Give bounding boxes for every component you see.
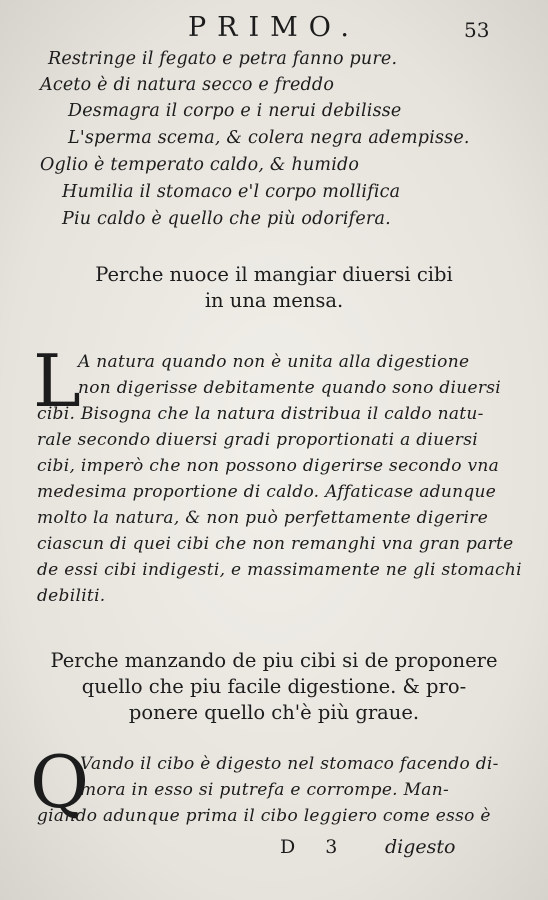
verse-line: L'sperma scema, & colera negra adempisse. [68, 128, 470, 148]
drop-capital: Q [30, 740, 90, 824]
signature-mark: D 3 [280, 836, 350, 858]
verse-line: Restringe il fegato e petra fanno pure. [48, 49, 398, 69]
heading-line: quello che piu facile digestione. & pro- [81, 675, 467, 698]
page-footer [0, 836, 548, 870]
page-number: 53 [464, 18, 490, 42]
heading-line: in una mensa. [204, 289, 344, 312]
text-line: de essi cibi indigesti, e massimamente ne gli stomachi [37, 560, 522, 580]
heading-line: Perche nuoce il mangiar diuersi cibi [95, 263, 453, 286]
page-header [0, 10, 548, 44]
text-line: rale secondo diuersi gradi proportionati a diuersi [37, 430, 478, 450]
heading-line: ponere quello ch'è più graue. [128, 701, 420, 724]
verse-line: Oglio è temperato caldo, & humido [40, 155, 360, 175]
running-title: PRIMO. [188, 12, 360, 43]
text-line: molto la natura, & non può perfettamente digerire [37, 508, 489, 528]
verse-line: Humilia il stomaco e'l corpo mollifica [62, 182, 401, 202]
section-heading [0, 262, 548, 314]
verse-line: Aceto è di natura secco e freddo [40, 75, 335, 95]
heading-line: Perche manzando de piu cibi si de proponere [50, 649, 498, 672]
catchword: digesto [385, 836, 456, 858]
verse-line: Desmagra il corpo e i nerui debilisse [68, 101, 402, 121]
verse-line: Piu caldo è quello che più odorifera. [62, 209, 391, 229]
text-line: cibi, imperò che non possono digerirse secondo vna [37, 456, 500, 476]
drop-capital: L [33, 339, 81, 423]
text-line: ciascun di quei cibi che non remanghi vna gran parte [37, 534, 514, 554]
text-line: non digerisse debitamente quando sono diuersi [78, 378, 502, 398]
text-line: giando adunque prima il cibo leggiero come esso è [37, 806, 491, 826]
text-line: cibi. Bisogna che la natura distribua il caldo natu- [37, 404, 484, 424]
text-line: mora in esso si putrefa e corrompe. Man- [80, 780, 450, 800]
text-line: Vando il cibo è digesto nel stomaco facendo di- [80, 754, 499, 774]
text-line: medesima proportione di caldo. Affaticase adunque [37, 482, 497, 502]
text-line: A natura quando non è unita alla digestione [78, 352, 470, 372]
text-line: debiliti. [37, 586, 106, 606]
section-heading [0, 648, 548, 726]
